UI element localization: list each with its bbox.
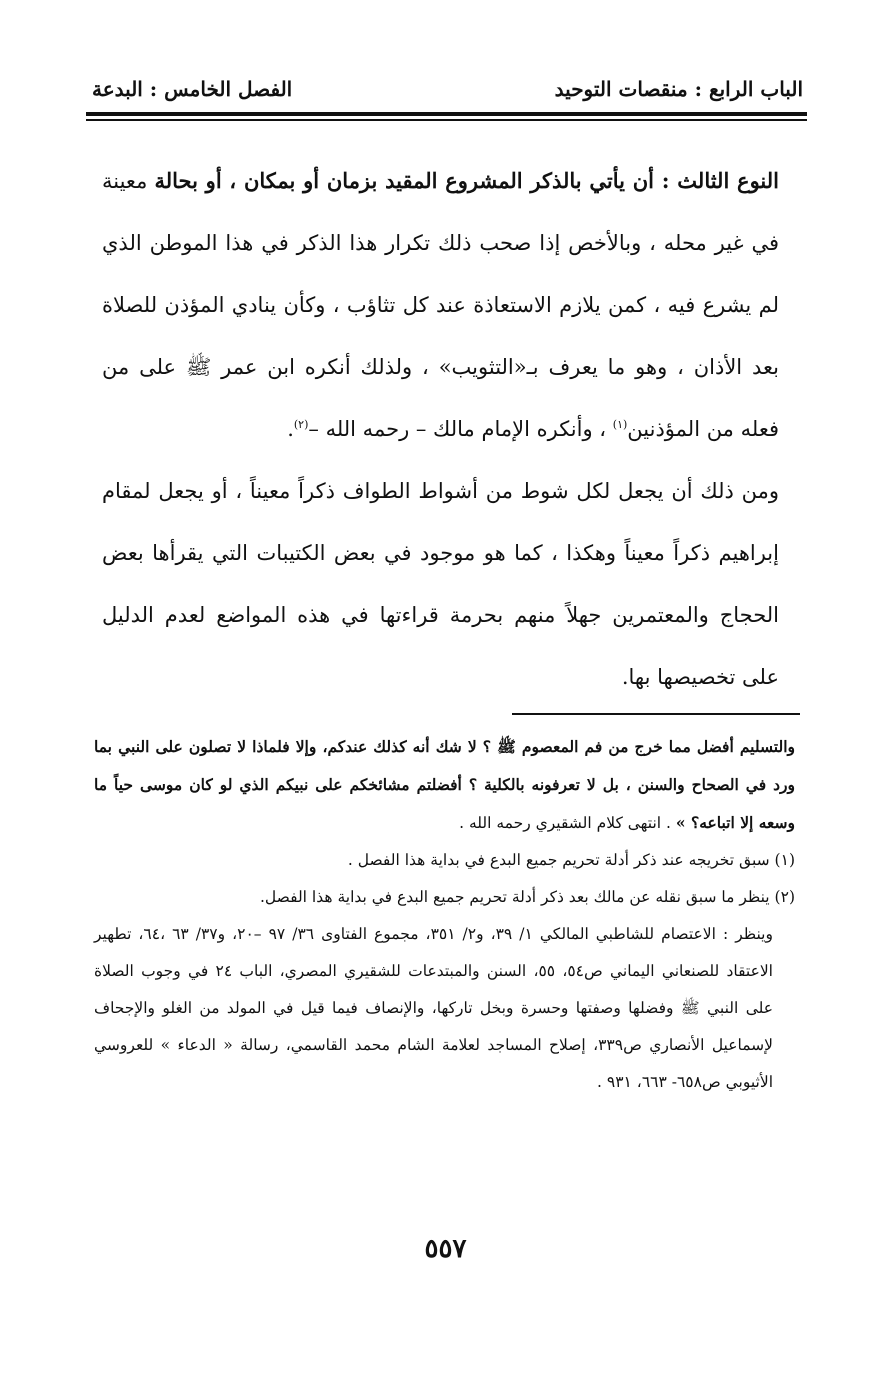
paragraph-end: . — [287, 417, 294, 441]
footnote-2 — [94, 879, 795, 916]
paragraph-body: معينة في غير محله ، وبالأخص إذا صحب ذلك تكرار هذا الذكر في هذا الموطن الذي لم يشرع فيه ، كمن يلازم الاستعاذة عند كل تثاؤب ، وكأن ينادي المؤذن للصلاة بعد الأذان ، وهو ما يعرف بـ«التثويب» ، ولذلك أنكره ابن عمر ﷺ على من فعله من المؤذنين — [102, 169, 779, 441]
footnote-1-number: (١) — [774, 851, 795, 869]
footnotes — [94, 728, 795, 1101]
footnote-continuation-end: . انتهى كلام الشقيري رحمه الله . — [459, 814, 671, 832]
footnote-2-text: ينظر ما سبق نقله عن مالك بعد ذكر أدلة تحريم جميع البدع في بداية هذا الفصل. — [260, 888, 770, 906]
paragraph-tail: ، وأنكره الإمام مالك – رحمه الله – — [308, 417, 607, 441]
paragraph-lead: النوع الثالث : أن يأتي بالذكر المشروع المقيد بزمان أو بمكان ، أو بحالة — [154, 168, 779, 193]
paragraph-tawaf: ومن ذلك أن يجعل لكل شوط من أشواط الطواف ذكراً معيناً ، أو يجعل لمقام إبراهيم ذكراً معيناً وهكذا ، كما هو موجود في بعض الكتيبات التي يقرأها بعض الحجاج والمعتمرين جهلاً منهم بحرمة قراءتها في هذه المواضع لعدم الدليل على تخصيصها بها. — [102, 479, 779, 689]
footnote-continuation-text: والتسليم أفضل مما خرج من فم المعصوم ﷺ ؟ لا شك أنه كذلك عندكم، وإلا فلماذا لا تصلون على النبي بما ورد في الصحاح والسنن ، بل لا تعرفونه بالكلية ؟ أفضلتم مشائخكم على نبيكم الذي لو كان موسى حياً ما وسعه إلا اتباعه؟ » — [94, 737, 795, 832]
header-section-title: الفصل الخامس : البدعة — [92, 77, 293, 101]
footnote-ref-1[interactable]: (١) — [612, 418, 628, 431]
footnote-separator — [512, 713, 800, 715]
footnote-1 — [94, 842, 795, 879]
header-rule-thin — [86, 119, 807, 121]
footnote-2-number: (٢) — [774, 888, 795, 906]
footnote-2-references: وينظر : الاعتصام للشاطبي المالكي ١/ ٣٩، و٢/ ٣٥١، مجموع الفتاوى ٣٦/ ٩٧ –٢٠، و٣٧/ ٦٣ ،٦٤، تطهير الاعتقاد للصنعاني اليماني ص٥٤، ٥٥، السنن والمبتدعات للشقيري المصري، الباب ٢٤ في وجوب الصلاة على النبي ﷺ وفضلها وصفتها وحسرة وبخل تاركها، والإنصاف فيما قيل في المولد من الغلو والإجحاف لإسماعيل الأنصاري ص٣٣٩، إصلاح المساجد لعلامة الشام محمد القاسمي، رسالة « الدعاء » للعروسي الأثيوبي ص٦٥٨- ٦٦٣، ٩٣١ . — [94, 925, 773, 1091]
footnote-ref-2[interactable]: (٢) — [293, 418, 309, 431]
header-chapter-title: الباب الرابع : منقصات التوحيد — [554, 77, 803, 101]
footnote-1-text: سبق تخريجه عند ذكر أدلة تحريم جميع البدع في بداية هذا الفصل . — [347, 851, 770, 869]
header-rule-thick — [86, 112, 807, 116]
running-header — [92, 72, 803, 106]
main-text — [102, 150, 779, 708]
page-number: ٥٥٧ — [424, 1234, 467, 1264]
paragraph-third-type — [102, 150, 779, 460]
footnote-continuation — [94, 728, 795, 842]
